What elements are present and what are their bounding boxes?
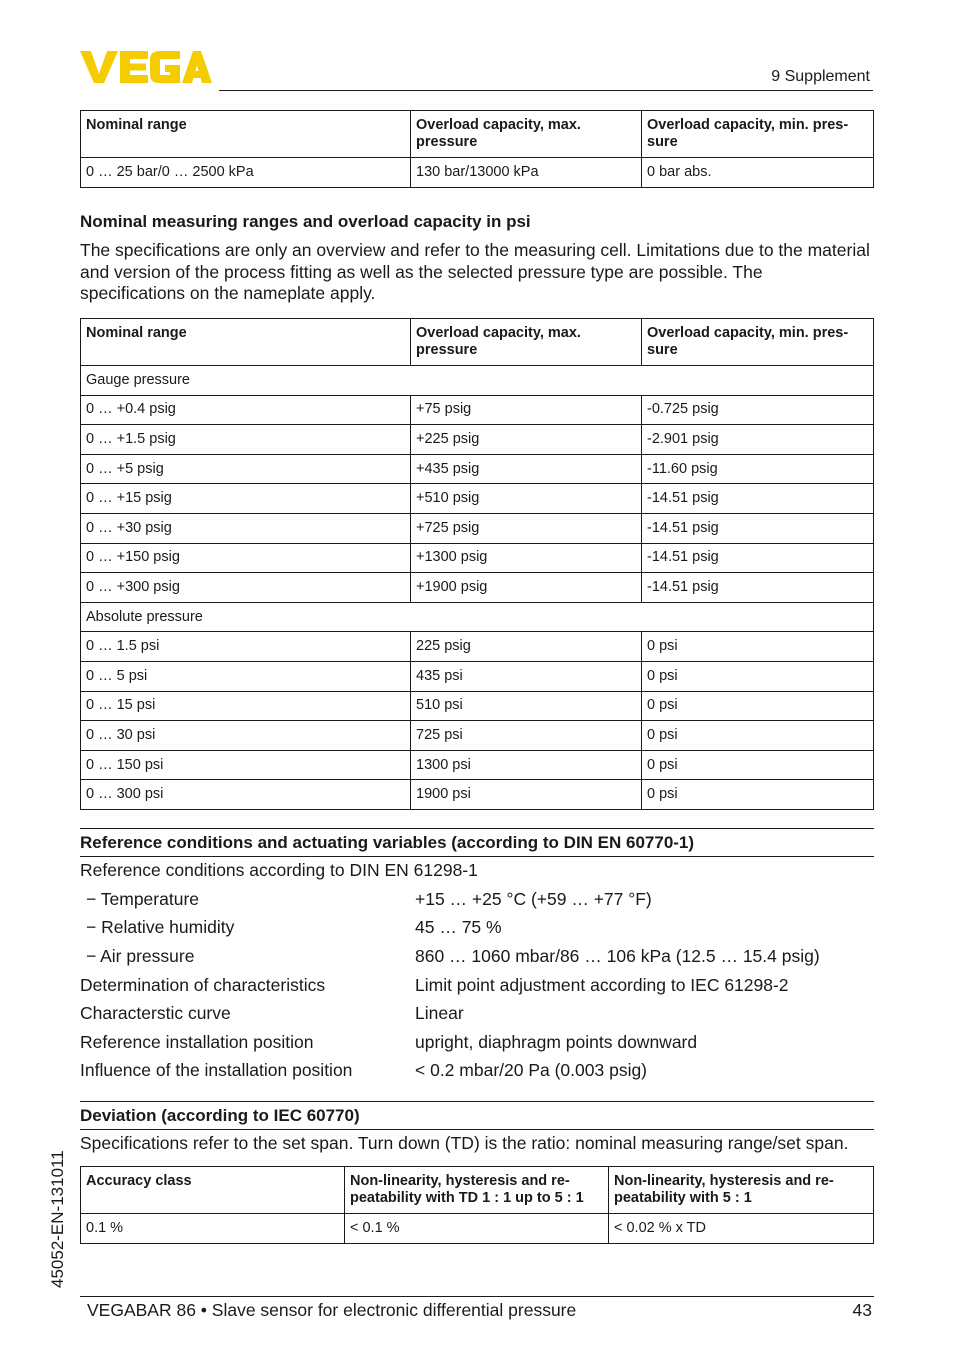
- table-group-row: [81, 602, 874, 632]
- table-row: [81, 484, 874, 514]
- section-rule: [80, 828, 874, 829]
- table-cell: 435 psi: [411, 661, 642, 691]
- deviation-heading: Deviation (according to IEC 60770): [80, 1106, 360, 1125]
- table-cell: 0 psi: [642, 632, 874, 662]
- table-cell: 0 … 150 psi: [81, 750, 411, 780]
- gauge-pressure-label: Gauge pressure: [81, 366, 874, 396]
- table-row: [81, 395, 874, 425]
- table-row: [81, 780, 874, 810]
- table-cell: +75 psig: [411, 395, 642, 425]
- reference-value: Linear: [415, 1003, 464, 1023]
- table-cell: 0 … 300 psi: [81, 780, 411, 810]
- reference-item: [80, 1032, 874, 1056]
- table-cell: 0 … 15 psi: [81, 691, 411, 721]
- column-header: Nominal range: [81, 111, 411, 158]
- table-cell: -11.60 psig: [642, 454, 874, 484]
- deviation-paragraph: Specifications refer to the set span. Turn down (TD) is the ratio: nominal measuring range/set span.: [80, 1133, 849, 1153]
- reference-value: upright, diaphragm points downward: [415, 1032, 698, 1052]
- reference-label: − Relative humidity: [86, 917, 235, 937]
- reference-label: Characterstic curve: [80, 1003, 231, 1023]
- table-cell: +1900 psig: [411, 573, 642, 603]
- column-header: Non-linearity, hysteresis and re- peatability with TD 1 : 1 up to 5 : 1: [345, 1167, 609, 1214]
- table-row: [81, 543, 874, 573]
- table-cell: 0 … +1.5 psig: [81, 425, 411, 455]
- table-cell: -14.51 psig: [642, 513, 874, 543]
- table-cell: 0 … 1.5 psi: [81, 632, 411, 662]
- header-rule: [219, 90, 873, 91]
- table-cell: -2.901 psig: [642, 425, 874, 455]
- table-row: [81, 513, 874, 543]
- table-cell: 0.1 %: [81, 1214, 345, 1244]
- bar-range-table: [80, 110, 874, 188]
- absolute-pressure-label: Absolute pressure: [81, 602, 874, 632]
- reference-label: Influence of the installation position: [80, 1060, 353, 1080]
- logo-letter-a: [182, 51, 212, 83]
- table-cell: 130 bar/13000 kPa: [411, 158, 642, 188]
- table-cell: +225 psig: [411, 425, 642, 455]
- column-header: Non-linearity, hysteresis and re- peatability with 5 : 1: [609, 1167, 874, 1214]
- psi-section-heading: Nominal measuring ranges and overload capacity in psi: [80, 212, 531, 231]
- gauge-pressure-rows: [81, 395, 874, 602]
- table-cell: 0 … +5 psig: [81, 454, 411, 484]
- table-cell: -14.51 psig: [642, 543, 874, 573]
- logo-letter-e: [120, 51, 148, 83]
- table-cell: -14.51 psig: [642, 573, 874, 603]
- section-rule: [80, 856, 874, 857]
- document-code: 45052-EN-131011: [48, 1150, 67, 1288]
- psi-section-paragraph: The specifications are only an overview and refer to the measuring cell. Limitations due to the material and version of the process fitting as well as the selected pressure type are possible. The specifications on the nameplate apply.: [80, 240, 870, 304]
- page-number: 43: [852, 1300, 872, 1320]
- table-cell: +510 psig: [411, 484, 642, 514]
- reference-label: − Air pressure: [86, 946, 195, 966]
- table-row: [81, 454, 874, 484]
- reference-value: +15 … +25 °C (+59 … +77 °F): [415, 889, 652, 909]
- table-header-row: [81, 319, 874, 366]
- table-cell: 0 … +0.4 psig: [81, 395, 411, 425]
- reference-item: [80, 1003, 874, 1027]
- table-cell: 0 … 5 psi: [81, 661, 411, 691]
- reference-value: 45 … 75 %: [415, 917, 502, 937]
- table-cell: -0.725 psig: [642, 395, 874, 425]
- table-cell: 0 … +15 psig: [81, 484, 411, 514]
- accuracy-table: [80, 1166, 874, 1244]
- table-row: [81, 158, 874, 188]
- reference-item: [80, 975, 874, 999]
- table-cell: 0 … 25 bar/0 … 2500 kPa: [81, 158, 411, 188]
- logo-letter-g: [150, 51, 180, 83]
- reference-label: Reference installation position: [80, 1032, 314, 1052]
- table-cell: 0 psi: [642, 780, 874, 810]
- absolute-pressure-rows: [81, 632, 874, 810]
- table-row: [81, 721, 874, 751]
- table-header-row: [81, 111, 874, 158]
- reference-value: 860 … 1060 mbar/86 … 106 kPa (12.5 … 15.4 psig): [415, 946, 820, 966]
- reference-label: Determination of characteristics: [80, 975, 326, 995]
- table-cell: 0 psi: [642, 661, 874, 691]
- psi-range-table: [80, 318, 874, 810]
- table-cell: 1900 psi: [411, 780, 642, 810]
- section-rule: [80, 1129, 874, 1130]
- table-cell: 725 psi: [411, 721, 642, 751]
- table-cell: 225 psig: [411, 632, 642, 662]
- reference-heading: Reference conditions and actuating variables (according to DIN EN 60770-1): [80, 833, 695, 852]
- table-row: [81, 661, 874, 691]
- table-group-row: [81, 366, 874, 396]
- column-header: Overload capacity, min. pres- sure: [642, 111, 874, 158]
- table-cell: 0 … +300 psig: [81, 573, 411, 603]
- footer-title: VEGABAR 86 • Slave sensor for electronic differential pressure: [87, 1300, 577, 1320]
- reference-item: [80, 889, 874, 913]
- footer-rule: [80, 1296, 874, 1297]
- column-header: Nominal range: [81, 319, 411, 366]
- reference-value: Limit point adjustment according to IEC 61298-2: [415, 975, 789, 995]
- section-rule: [80, 1101, 874, 1102]
- logo-letter-v: [80, 51, 118, 83]
- reference-intro: Reference conditions according to DIN EN 61298-1: [80, 860, 478, 880]
- table-cell: 0 … +150 psig: [81, 543, 411, 573]
- table-cell: 0 … +30 psig: [81, 513, 411, 543]
- table-cell: 510 psi: [411, 691, 642, 721]
- table-cell: +435 psig: [411, 454, 642, 484]
- column-header: Overload capacity, max. pressure: [411, 111, 642, 158]
- table-cell: 0 bar abs.: [642, 158, 874, 188]
- table-row: [81, 691, 874, 721]
- reference-label: − Temperature: [86, 889, 200, 909]
- reference-item: [80, 946, 874, 970]
- reference-value: < 0.2 mbar/20 Pa (0.003 psig): [415, 1060, 648, 1080]
- table-cell: 0 psi: [642, 721, 874, 751]
- table-row: [81, 750, 874, 780]
- table-cell: 1300 psi: [411, 750, 642, 780]
- column-header: Overload capacity, max. pressure: [411, 319, 642, 366]
- table-cell: 0 psi: [642, 691, 874, 721]
- table-cell: -14.51 psig: [642, 484, 874, 514]
- reference-item: [80, 917, 874, 941]
- table-cell: +1300 psig: [411, 543, 642, 573]
- table-row: [81, 1214, 874, 1244]
- section-label: 9 Supplement: [771, 68, 870, 85]
- table-row: [81, 425, 874, 455]
- vega-logo: [80, 50, 212, 84]
- reference-item: [80, 1060, 874, 1084]
- table-cell: < 0.02 % x TD: [609, 1214, 874, 1244]
- table-row: [81, 632, 874, 662]
- column-header: Overload capacity, min. pres- sure: [642, 319, 874, 366]
- table-cell: < 0.1 %: [345, 1214, 609, 1244]
- table-row: [81, 573, 874, 603]
- table-cell: 0 … 30 psi: [81, 721, 411, 751]
- table-cell: 0 psi: [642, 750, 874, 780]
- table-cell: +725 psig: [411, 513, 642, 543]
- table-header-row: [81, 1167, 874, 1214]
- column-header: Accuracy class: [81, 1167, 345, 1214]
